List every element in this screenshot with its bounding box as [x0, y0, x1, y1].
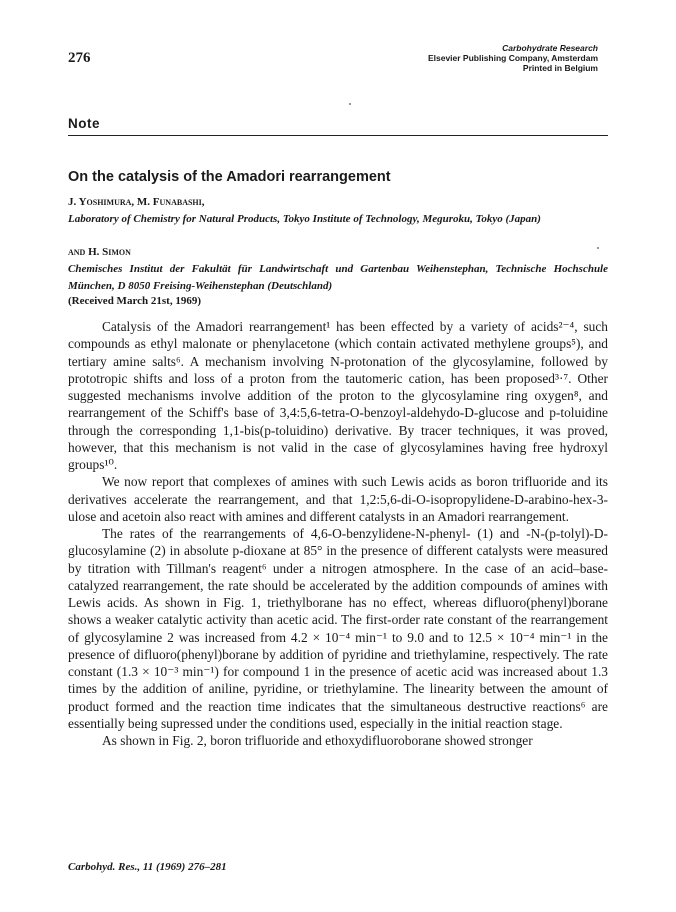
paragraph: The rates of the rearrangements of 4,6-O-benzylidene-N-phenyl- (1) and -N-(p-tolyl)-D-glucosylamine (2) in absolute p-dioxane at 85° in the presence of different catalysts were measured by titration with Tillman's reagent⁶ under a nitrogen atmosphere. In the case of an acid–base-catalyzed rearrangement, the rate should be accelerated by the addition compounds of amines with Lewis acids. As shown in Fig. 1, triethylborane has no effect, whereas difluoro(phenyl)borane shows a weaker catalytic activity than acetic acid. The first-order rate constant of the rearrangement of glycosylamine 2 was increased from 4.2 × 10⁻⁴ min⁻¹ to 9.0 and to 12.5 × 10⁻⁴ min⁻¹ in the presence of difluoro(phenyl)borane by addition of pyridine and triethylamine, respectively. The rate constant (1.3 × 10⁻³ min⁻¹) for compound 1 in the presence of acetic acid was increased about 1.3 times by the addition of aniline, pyridine, or triethylamine. The linearity between the amount of product formed and the reaction time indicates that the simultaneous destructive reactions⁶ are essentially being supressed under the conditions used, especially in the initial reaction stage. — [68, 526, 608, 731]
paragraph: As shown in Fig. 2, boron trifluoride and ethoxydifluoroborane showed stronger — [102, 733, 533, 748]
paragraph: We now report that complexes of amines with such Lewis acids as boron trifluoride and its derivatives accelerate the rearrangement, and that 1,2:5,6-di-O-isopropylidene-D-arabino-hex-3-ulose and acetoin also react with amines and different catalysts in an Amadori rearrangement. — [68, 474, 608, 524]
article-body — [68, 318, 608, 749]
affiliation-1: Laboratory of Chemistry for Natural Products, Tokyo Institute of Technology, Meguroku, Tokyo (Japan) — [68, 213, 541, 225]
printed-in: Printed in Belgium — [522, 63, 598, 73]
paragraph: Catalysis of the Amadori rearrangement¹ has been effected by a variety of acids²⁻⁴, such compounds as ethyl malonate or phenylacetone (which contain activated methylene groups⁵), and tertiary amine salts⁶. A mechanism involving N-protonation of the glycosylamine, followed by prototropic shifts and loss of a proton from the tautomeric cation, has been proposed³·⁷. Other suggested mechanisms involve addition of the proton to the glycosylamine ring oxygen⁸, and rearrangement of the Schiff's base of 3,4:5,6-tetra-O-benzoyl-aldehydo-D-glucose and p-toluidine through the corresponding 1,1-bis(p-toluidino) derivative. By tracer techniques, it was proved, however, that this mechanism is not valid in the case of glycosylamines having free hydroxyl groups¹⁰. — [68, 319, 608, 472]
section-rule — [68, 135, 608, 136]
publisher-block — [428, 43, 598, 73]
journal-name: Carbohydrate Research — [502, 43, 598, 53]
section-label: Note — [68, 116, 100, 131]
affiliation-2: Chemisches Institut der Fakultät für Landwirtschaft und Gartenbau Weihenstephan, Technische Hochschule München, D 8050 Freising-Weihenstephan (Deutschland) — [68, 263, 608, 292]
authors-line-2 — [68, 246, 131, 258]
article-title: On the catalysis of the Amadori rearrangement — [68, 169, 391, 185]
authors-2-prefix: and — [68, 246, 86, 258]
received-date: (Received March 21st, 1969) — [68, 295, 201, 307]
journal-citation-footer: Carbohyd. Res., 11 (1969) 276–281 — [68, 861, 227, 873]
speck — [597, 247, 599, 249]
authors-line-1 — [68, 196, 205, 208]
authors-1: J. Yoshimura, M. Funabashi, — [68, 196, 205, 208]
speck — [349, 103, 351, 105]
authors-2: H. Simon — [88, 246, 131, 258]
publisher-name: Elsevier Publishing Company, Amsterdam — [427, 53, 598, 63]
page-number: 276 — [68, 50, 91, 66]
